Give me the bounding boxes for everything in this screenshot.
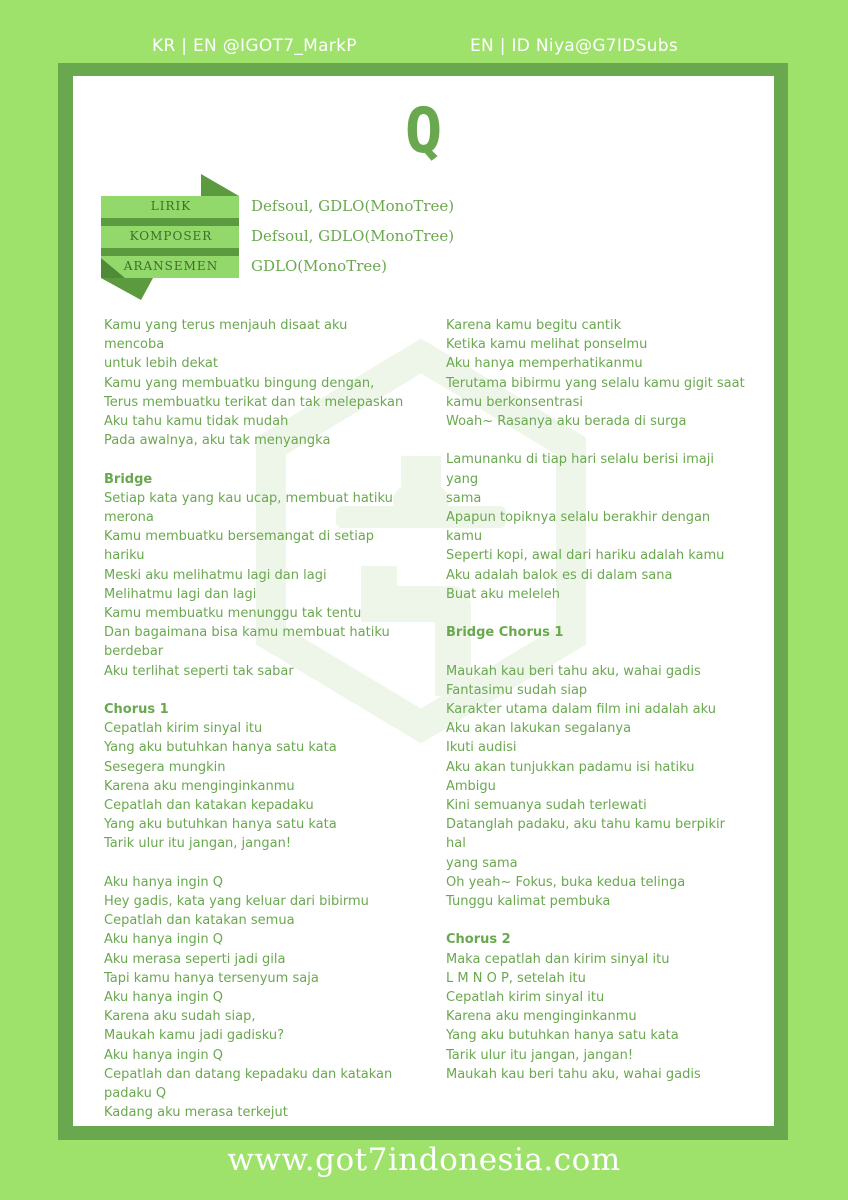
lyrics-column-right: [446, 316, 746, 1084]
lyric-line: Ambigu: [446, 778, 496, 794]
lyric-line: Kini semuanya sudah terlewati: [446, 798, 647, 814]
lyric-line: Aku akan tunjukkan padamu isi hatiku: [446, 759, 695, 775]
lyric-line: Kamu yang membuatku bingung dengan,: [104, 375, 375, 391]
lyric-line: Aku merasa seperti jadi gila: [104, 951, 286, 967]
lyric-line: Pada awalnya, aku tak menyangka: [104, 433, 331, 449]
lyric-line: Cepatlah dan katakan semua: [104, 913, 295, 929]
ribbon-bottom-fold: [101, 278, 153, 300]
lyric-line: Kamu membuatku bersemangat di setiap hariku: [104, 529, 379, 564]
lyric-line: Buat aku meleleh: [446, 586, 560, 602]
lyric-line: Cepatlah dan datang kepadaku dan katakan: [104, 1066, 393, 1082]
lyric-line: Aku hanya ingin Q: [104, 990, 223, 1006]
section-heading: Bridge Chorus 1: [446, 625, 564, 641]
lyric-line: Ketika kamu melihat ponselmu: [446, 337, 648, 353]
lyric-line: Kamu membuatku menunggu tak tentu: [104, 606, 362, 622]
lyric-line: Maukah kamu jadi gadisku?: [104, 1028, 285, 1044]
credit-label-komposer: KOMPOSER: [129, 229, 213, 243]
lyric-line: Melihatmu lagi dan lagi: [104, 586, 257, 602]
lyric-line: Aku hanya memperhatikanmu: [446, 356, 643, 372]
credits-block: [101, 172, 521, 307]
ribbon-top-fold: [201, 174, 239, 196]
translator-credit-indonesian: EN | ID Niya@G7IDSubs: [470, 36, 679, 56]
section-heading: Chorus 2: [446, 932, 511, 948]
lyric-line: L M N O P, setelah itu: [446, 970, 586, 986]
lyric-line: Yang aku butuhkan hanya satu kata: [446, 1028, 679, 1044]
lyric-line: Tarik ulur itu jangan, jangan!: [446, 1047, 634, 1063]
credit-value-lirik: Defsoul, GDLO(MonoTree): [251, 197, 455, 215]
lyric-line: Sesegera mungkin: [104, 759, 226, 775]
lyric-line: untuk lebih dekat: [104, 356, 218, 372]
translator-credit-korean: KR | EN @IGOT7_MarkP: [152, 36, 357, 56]
stanza-break: [446, 642, 746, 661]
credit-label-lirik: LIRIK: [150, 199, 192, 213]
lyric-line: padaku Q: [104, 1086, 167, 1102]
lyric-line: Tapi kamu hanya tersenyum saja: [104, 970, 319, 986]
lyric-line: sama: [446, 490, 482, 506]
lyric-line: Setiap kata yang kau ucap, membuat hatiku: [104, 490, 393, 506]
lyric-line: berdebar: [104, 644, 164, 660]
credit-label-aransemen: ARANSEMEN: [123, 259, 219, 273]
lyrics-column-left: [104, 316, 404, 1122]
section-heading: Bridge: [104, 471, 153, 487]
stanza-break: [446, 431, 746, 450]
lyric-line: Cepatlah dan katakan kepadaku: [104, 798, 314, 814]
credit-value-komposer: Defsoul, GDLO(MonoTree): [251, 227, 455, 245]
lyric-line: Yang aku butuhkan hanya satu kata: [104, 740, 337, 756]
lyric-line: yang sama: [446, 855, 518, 871]
lyric-line: Seperti kopi, awal dari hariku adalah kamu: [446, 548, 725, 564]
lyric-line: Aku terlihat seperti tak sabar: [104, 663, 294, 679]
lyric-line: Datanglah padaku, aku tahu kamu berpikir hal: [446, 817, 730, 852]
stanza-break: [104, 854, 404, 873]
lyric-line: Karena aku menginginkanmu: [104, 778, 295, 794]
lyric-line: merona: [104, 510, 154, 526]
lyric-line: Meski aku melihatmu lagi dan lagi: [104, 567, 327, 583]
lyric-line: Aku hanya ingin Q: [104, 874, 223, 890]
lyric-line: Maukah kau beri tahu aku, wahai gadis: [446, 1066, 701, 1082]
lyric-line: Karena aku menginginkanmu: [446, 1009, 637, 1025]
lyric-line: Maka cepatlah dan kirim sinyal itu: [446, 951, 670, 967]
footer-website: www.got7indonesia.com: [227, 1142, 621, 1178]
lyric-line: Karena kamu begitu cantik: [446, 318, 622, 333]
stanza-break: [446, 604, 746, 623]
lyric-line: kamu berkonsentrasi: [446, 394, 583, 410]
lyric-line: Apapun topiknya selalu berakhir dengan kamu: [446, 510, 715, 545]
stanza-break: [446, 911, 746, 930]
stanza-break: [104, 681, 404, 700]
lyric-line: Tunggu kalimat pembuka: [446, 894, 611, 910]
lyric-line: Oh yeah~ Fokus, buka kedua telinga: [446, 874, 686, 890]
lyric-line: Terus membuatku terikat dan tak melepaskan: [104, 394, 404, 410]
lyric-line: Maukah kau beri tahu aku, wahai gadis: [446, 663, 701, 679]
lyric-line: Terutama bibirmu yang selalu kamu gigit saat: [446, 375, 745, 391]
lyric-line: Cepatlah kirim sinyal itu: [104, 721, 263, 737]
lyric-line: Karakter utama dalam film ini adalah aku: [446, 702, 716, 718]
lyric-line: Hey gadis, kata yang keluar dari bibirmu: [104, 894, 369, 910]
lyric-line: Aku akan lakukan segalanya: [446, 721, 632, 737]
ribbon-fold-2: [101, 248, 239, 256]
lyric-line: Cepatlah kirim sinyal itu: [446, 990, 605, 1006]
lyric-line: Karena aku sudah siap,: [104, 1009, 256, 1025]
lyric-line: Kadang aku merasa terkejut: [104, 1105, 288, 1121]
credit-value-aransemen: GDLO(MonoTree): [251, 257, 387, 275]
lyric-line: Lamunanku di tiap hari selalu berisi imaji yang: [446, 452, 719, 487]
lyric-line: Tarik ulur itu jangan, jangan!: [104, 836, 292, 852]
section-heading: Chorus 1: [104, 702, 169, 718]
lyric-line: Woah~ Rasanya aku berada di surga: [446, 414, 687, 430]
lyric-line: Dan bagaimana bisa kamu membuat hatiku: [104, 625, 390, 641]
lyrics-sheet: [73, 76, 774, 1126]
song-title: Q: [404, 94, 443, 167]
ribbon-fold-1: [101, 218, 239, 226]
lyric-line: Aku hanya ingin Q: [104, 932, 223, 948]
lyric-line: Fantasimu sudah siap: [446, 682, 588, 698]
lyric-line: Ikuti audisi: [446, 740, 517, 756]
lyric-line: Aku hanya ingin Q: [104, 1047, 223, 1063]
lyric-line: Yang aku butuhkan hanya satu kata: [104, 817, 337, 833]
lyric-line: Aku tahu kamu tidak mudah: [104, 414, 289, 430]
lyric-line: Kamu yang terus menjauh disaat aku mencoba: [104, 318, 352, 353]
stanza-break: [104, 450, 404, 469]
lyric-line: Aku adalah balok es di dalam sana: [446, 567, 673, 583]
